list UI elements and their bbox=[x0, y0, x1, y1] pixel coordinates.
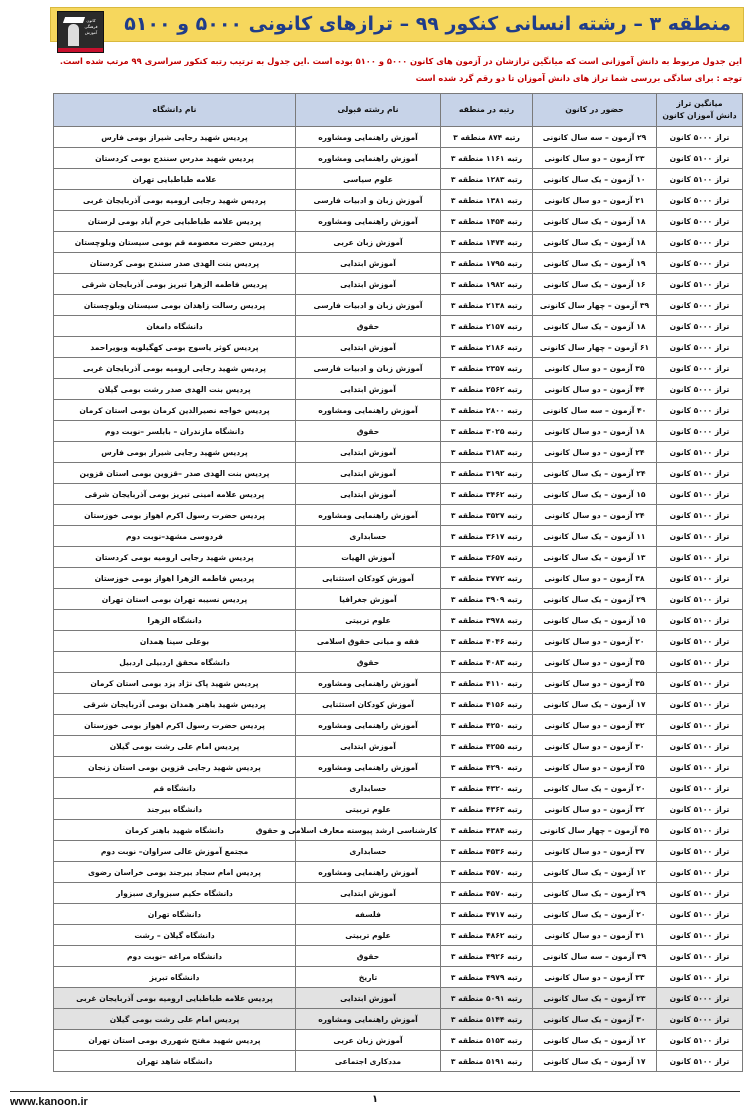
cell-university: پردیس حضرت رسول اکرم اهواز بومی خوزستان bbox=[54, 505, 296, 526]
table-row bbox=[54, 169, 743, 190]
cell-attendance: ۱۷ آزمون – یک سال کانونی bbox=[533, 1051, 657, 1072]
cell-average: تراز ۵۱۰۰ کانون bbox=[657, 148, 743, 169]
cell-rank: رتبه ۵۱۵۳ منطقه ۳ bbox=[441, 1030, 533, 1051]
cell-university: دانشگاه الزهرا bbox=[54, 610, 296, 631]
col-header-rank: رتبه در منطقه bbox=[441, 94, 533, 127]
cell-rank: رتبه ۸۷۴ منطقه ۳ bbox=[441, 127, 533, 148]
cell-average: تراز ۵۰۰۰ کانون bbox=[657, 421, 743, 442]
cell-university: دانشگاه گیلان – رشت bbox=[54, 925, 296, 946]
cell-university: پردیس فاطمه الزهرا اهواز بومی خوزستان bbox=[54, 568, 296, 589]
cell-field: علوم سیاسی bbox=[296, 169, 441, 190]
cell-average: تراز ۵۱۰۰ کانون bbox=[657, 925, 743, 946]
cell-attendance: ۱۱ آزمون – یک سال کانونی bbox=[533, 526, 657, 547]
table-row bbox=[54, 820, 743, 841]
table-row bbox=[54, 757, 743, 778]
table-row bbox=[54, 631, 743, 652]
cell-university: دانشگاه شاهد تهران bbox=[54, 1051, 296, 1072]
cell-field: حقوق bbox=[296, 946, 441, 967]
table-row bbox=[54, 211, 743, 232]
cell-university: پردیس حضرت معصومه قم بومی سیستان وبلوچستان bbox=[54, 232, 296, 253]
cell-university: دانشگاه مراغه –نوبت دوم bbox=[54, 946, 296, 967]
cell-field: حقوق bbox=[296, 421, 441, 442]
cell-field: آموزش راهنمایی ومشاوره bbox=[296, 1009, 441, 1030]
table-row bbox=[54, 442, 743, 463]
cell-field: فقه و مبانی حقوق اسلامی bbox=[296, 631, 441, 652]
cell-attendance: ۱۵ آزمون – یک سال کانونی bbox=[533, 610, 657, 631]
cell-field: آموزش ابتدایی bbox=[296, 463, 441, 484]
table-row bbox=[54, 610, 743, 631]
cell-average: تراز ۵۱۰۰ کانون bbox=[657, 589, 743, 610]
cell-field: آموزش زبان عربی bbox=[296, 232, 441, 253]
cell-field: آموزش زبان و ادبیات فارسی bbox=[296, 295, 441, 316]
cell-field: حقوق bbox=[296, 652, 441, 673]
cell-field: حسابداری bbox=[296, 778, 441, 799]
page-title: منطقه ۳ – رشته انسانی کنکور ۹۹ – ترازهای کانونی ۵۰۰۰ و ۵۱۰۰ bbox=[124, 13, 731, 35]
cell-attendance: ۱۵ آزمون – یک سال کانونی bbox=[533, 484, 657, 505]
table-header-row bbox=[54, 94, 743, 127]
cell-university: دانشگاه مازندران – بابلسر –نوبت دوم bbox=[54, 421, 296, 442]
cell-attendance: ۳۷ آزمون – دو سال کانونی bbox=[533, 841, 657, 862]
cell-rank: رتبه ۳۱۸۳ منطقه ۳ bbox=[441, 442, 533, 463]
cell-field: آموزش جغرافیا bbox=[296, 589, 441, 610]
cell-field: آموزش زبان عربی bbox=[296, 1030, 441, 1051]
cell-university: پردیس شهید مفتح شهرری بومی استان تهران bbox=[54, 1030, 296, 1051]
table-row bbox=[54, 589, 743, 610]
cell-field: آموزش ابتدایی bbox=[296, 253, 441, 274]
cell-rank: رتبه ۴۲۵۵ منطقه ۳ bbox=[441, 736, 533, 757]
cell-rank: رتبه ۱۱۶۱ منطقه ۳ bbox=[441, 148, 533, 169]
cell-university: پردیس علامه امینی تبریز بومی آذربایجان شرقی bbox=[54, 484, 296, 505]
cell-average: تراز ۵۰۰۰ کانون bbox=[657, 400, 743, 421]
cell-attendance: ۱۷ آزمون – یک سال کانونی bbox=[533, 694, 657, 715]
cell-rank: رتبه ۲۱۵۷ منطقه ۳ bbox=[441, 316, 533, 337]
cell-average: تراز ۵۱۰۰ کانون bbox=[657, 820, 743, 841]
cell-average: تراز ۵۱۰۰ کانون bbox=[657, 946, 743, 967]
cell-university: دانشگاه قم bbox=[54, 778, 296, 799]
cell-attendance: ۱۲ آزمون – یک سال کانونی bbox=[533, 1030, 657, 1051]
cell-average: تراز ۵۰۰۰ کانون bbox=[657, 211, 743, 232]
kanoon-logo bbox=[57, 11, 104, 53]
cell-rank: رتبه ۲۳۵۷ منطقه ۳ bbox=[441, 358, 533, 379]
cell-field: فلسفه bbox=[296, 904, 441, 925]
table-row bbox=[54, 358, 743, 379]
table-row bbox=[54, 946, 743, 967]
cell-attendance: ۱۸ آزمون – یک سال کانونی bbox=[533, 316, 657, 337]
cell-average: تراز ۵۰۰۰ کانون bbox=[657, 316, 743, 337]
cell-university: پردیس امام علی رشت بومی گیلان bbox=[54, 736, 296, 757]
cell-average: تراز ۵۱۰۰ کانون bbox=[657, 736, 743, 757]
cell-field: حسابداری bbox=[296, 526, 441, 547]
col-header-average bbox=[657, 94, 743, 127]
cell-attendance: ۲۳ آزمون – یک سال کانونی bbox=[533, 988, 657, 1009]
cell-rank: رتبه ۴۰۴۶ منطقه ۳ bbox=[441, 631, 533, 652]
cell-university: پردیس امام علی رشت بومی گیلان bbox=[54, 1009, 296, 1030]
cell-field: آموزش ابتدایی bbox=[296, 379, 441, 400]
cell-rank: رتبه ۴۳۲۰ منطقه ۳ bbox=[441, 778, 533, 799]
cell-field: علوم تربیتی bbox=[296, 925, 441, 946]
cell-attendance: ۲۰ آزمون – دو سال کانونی bbox=[533, 631, 657, 652]
cell-rank: رتبه ۳۰۲۵ منطقه ۳ bbox=[441, 421, 533, 442]
cell-university: بوعلی سینا همدان bbox=[54, 631, 296, 652]
cell-average: تراز ۵۰۰۰ کانون bbox=[657, 337, 743, 358]
cell-rank: رتبه ۴۷۱۷ منطقه ۳ bbox=[441, 904, 533, 925]
cell-rank: رتبه ۵۱۴۴ منطقه ۳ bbox=[441, 1009, 533, 1030]
cell-attendance: ۲۴ آزمون – یک سال کانونی bbox=[533, 463, 657, 484]
cell-field: آموزش الهیات bbox=[296, 547, 441, 568]
cell-average: تراز ۵۱۰۰ کانون bbox=[657, 484, 743, 505]
cell-attendance: ۲۴ آزمون – دو سال کانونی bbox=[533, 442, 657, 463]
cell-rank: رتبه ۴۰۸۳ منطقه ۳ bbox=[441, 652, 533, 673]
cell-rank: رتبه ۳۴۶۲ منطقه ۳ bbox=[441, 484, 533, 505]
cell-university: دانشگاه تبریز bbox=[54, 967, 296, 988]
table-row bbox=[54, 505, 743, 526]
table-row bbox=[54, 715, 743, 736]
cell-average: تراز ۵۰۰۰ کانون bbox=[657, 379, 743, 400]
cell-average: تراز ۵۰۰۰ کانون bbox=[657, 1009, 743, 1030]
cell-field: آموزش راهنمایی ومشاوره bbox=[296, 127, 441, 148]
cell-average: تراز ۵۱۰۰ کانون bbox=[657, 610, 743, 631]
cell-rank: رتبه ۲۱۸۶ منطقه ۳ bbox=[441, 337, 533, 358]
cell-university: پردیس بنت الهدی صدر –قزوین بومی استان قزوین bbox=[54, 463, 296, 484]
cell-average: تراز ۵۱۰۰ کانون bbox=[657, 799, 743, 820]
cell-field: تاریخ bbox=[296, 967, 441, 988]
table-row bbox=[54, 736, 743, 757]
cell-average: تراز ۵۱۰۰ کانون bbox=[657, 547, 743, 568]
cell-attendance: ۴۴ آزمون – دو سال کانونی bbox=[533, 379, 657, 400]
table-row bbox=[54, 400, 743, 421]
table-row bbox=[54, 1051, 743, 1072]
cell-average: تراز ۵۱۰۰ کانون bbox=[657, 1030, 743, 1051]
cell-average: تراز ۵۰۰۰ کانون bbox=[657, 127, 743, 148]
cell-rank: رتبه ۱۹۸۲ منطقه ۳ bbox=[441, 274, 533, 295]
cell-average: تراز ۵۰۰۰ کانون bbox=[657, 253, 743, 274]
cell-field: کارشناسی ارشد پیوسته معارف اسلامی و حقوق bbox=[296, 820, 441, 841]
cell-field: آموزش کودکان استثنایی bbox=[296, 568, 441, 589]
cell-rank: رتبه ۴۱۵۶ منطقه ۳ bbox=[441, 694, 533, 715]
cell-university: پردیس رسالت زاهدان بومی سیستان وبلوچستان bbox=[54, 295, 296, 316]
cell-university: فردوسی مشهد–نوبت دوم bbox=[54, 526, 296, 547]
cell-rank: رتبه ۱۲۸۳ منطقه ۳ bbox=[441, 169, 533, 190]
cell-average: تراز ۵۰۰۰ کانون bbox=[657, 988, 743, 1009]
cell-average: تراز ۵۱۰۰ کانون bbox=[657, 862, 743, 883]
cell-attendance: ۳۵ آزمون – دو سال کانونی bbox=[533, 673, 657, 694]
cell-rank: رتبه ۳۱۹۲ منطقه ۳ bbox=[441, 463, 533, 484]
cell-field: آموزش ابتدایی bbox=[296, 883, 441, 904]
cell-university: پردیس شهید رجایی ارومیه بومی آذربایجان غربی bbox=[54, 190, 296, 211]
cell-rank: رتبه ۳۵۲۷ منطقه ۳ bbox=[441, 505, 533, 526]
cell-rank: رتبه ۳۷۷۲ منطقه ۳ bbox=[441, 568, 533, 589]
table-row bbox=[54, 988, 743, 1009]
cell-attendance: ۲۹ آزمون – سه سال کانونی bbox=[533, 127, 657, 148]
cell-rank: رتبه ۴۳۸۴ منطقه ۳ bbox=[441, 820, 533, 841]
cell-attendance: ۳۸ آزمون – دو سال کانونی bbox=[533, 568, 657, 589]
cell-rank: رتبه ۱۴۵۴ منطقه ۳ bbox=[441, 211, 533, 232]
cell-attendance: ۲۰ آزمون – یک سال کانونی bbox=[533, 904, 657, 925]
table-row bbox=[54, 484, 743, 505]
col-header-attendance: حضور در کانون bbox=[533, 94, 657, 127]
cell-field: آموزش ابتدایی bbox=[296, 736, 441, 757]
cell-rank: رتبه ۱۳۸۱ منطقه ۳ bbox=[441, 190, 533, 211]
table-row bbox=[54, 547, 743, 568]
page-number: ۱ bbox=[372, 1094, 379, 1105]
cell-rank: رتبه ۴۸۶۲ منطقه ۳ bbox=[441, 925, 533, 946]
table-row bbox=[54, 799, 743, 820]
footer-url: www.kanoon.ir bbox=[10, 1096, 88, 1108]
cell-average: تراز ۵۰۰۰ کانون bbox=[657, 232, 743, 253]
cell-average: تراز ۵۱۰۰ کانون bbox=[657, 1051, 743, 1072]
cell-average: تراز ۵۱۰۰ کانون bbox=[657, 568, 743, 589]
cell-average: تراز ۵۱۰۰ کانون bbox=[657, 778, 743, 799]
cell-average: تراز ۵۱۰۰ کانون bbox=[657, 841, 743, 862]
cell-university: پردیس کوثر یاسوج بومی کهگیلویه وبویراحمد bbox=[54, 337, 296, 358]
cell-university: پردیس شهید رجایی ارومیه بومی کردستان bbox=[54, 547, 296, 568]
cell-attendance: ۴۵ آزمون – چهار سال کانونی bbox=[533, 820, 657, 841]
cell-rank: رتبه ۲۵۶۲ منطقه ۳ bbox=[441, 379, 533, 400]
cell-rank: رتبه ۳۶۱۷ منطقه ۳ bbox=[441, 526, 533, 547]
cell-university: پردیس نسیبه تهران بومی استان تهران bbox=[54, 589, 296, 610]
cell-university: دانشگاه محقق اردبیلی اردبیل bbox=[54, 652, 296, 673]
cell-attendance: ۱۹ آزمون – یک سال کانونی bbox=[533, 253, 657, 274]
cell-field: آموزش ابتدایی bbox=[296, 337, 441, 358]
cell-average: تراز ۵۰۰۰ کانون bbox=[657, 358, 743, 379]
cell-field: آموزش راهنمایی ومشاوره bbox=[296, 211, 441, 232]
table-row bbox=[54, 253, 743, 274]
cell-average: تراز ۵۱۰۰ کانون bbox=[657, 169, 743, 190]
cell-rank: رتبه ۳۶۵۷ منطقه ۳ bbox=[441, 547, 533, 568]
cell-average: تراز ۵۱۰۰ کانون bbox=[657, 883, 743, 904]
cell-field: آموزش راهنمایی ومشاوره bbox=[296, 148, 441, 169]
footer-divider bbox=[10, 1091, 740, 1092]
table-row bbox=[54, 337, 743, 358]
cell-field: آموزش کودکان استثنایی bbox=[296, 694, 441, 715]
logo-red-bar bbox=[58, 48, 103, 52]
cell-field: آموزش راهنمایی ومشاوره bbox=[296, 505, 441, 526]
cell-field: آموزش راهنمایی ومشاوره bbox=[296, 715, 441, 736]
table-row bbox=[54, 967, 743, 988]
cell-field: آموزش راهنمایی ومشاوره bbox=[296, 673, 441, 694]
cell-university: پردیس فاطمه الزهرا تبریز بومی آذربایجان شرقی bbox=[54, 274, 296, 295]
cell-university: دانشگاه حکیم سبزواری سبزوار bbox=[54, 883, 296, 904]
cell-average: تراز ۵۱۰۰ کانون bbox=[657, 967, 743, 988]
table-row bbox=[54, 379, 743, 400]
cell-field: آموزش ابتدایی bbox=[296, 988, 441, 1009]
col-header-field: نام رشته قبولی bbox=[296, 94, 441, 127]
cell-average: تراز ۵۱۰۰ کانون bbox=[657, 526, 743, 547]
table-row bbox=[54, 1030, 743, 1051]
cell-rank: رتبه ۴۲۵۰ منطقه ۳ bbox=[441, 715, 533, 736]
cell-rank: رتبه ۱۴۷۴ منطقه ۳ bbox=[441, 232, 533, 253]
cell-university: پردیس شهید رجایی قزوین بومی استان زنجان bbox=[54, 757, 296, 778]
col-header-university: نام دانشگاه bbox=[54, 94, 296, 127]
cell-rank: رتبه ۳۹۷۸ منطقه ۳ bbox=[441, 610, 533, 631]
cell-field: علوم تربیتی bbox=[296, 799, 441, 820]
cell-attendance: ۱۰ آزمون – یک سال کانونی bbox=[533, 169, 657, 190]
cell-university: پردیس شهید پاک نژاد یزد بومی استان کرمان bbox=[54, 673, 296, 694]
cell-rank: رتبه ۱۷۹۵ منطقه ۳ bbox=[441, 253, 533, 274]
cell-attendance: ۱۸ آزمون – یک سال کانونی bbox=[533, 232, 657, 253]
cell-university: پردیس شهید رجایی شیراز بومی فارس bbox=[54, 442, 296, 463]
cell-rank: رتبه ۴۵۳۶ منطقه ۳ bbox=[441, 841, 533, 862]
cell-rank: رتبه ۲۱۳۸ منطقه ۳ bbox=[441, 295, 533, 316]
cell-average: تراز ۵۱۰۰ کانون bbox=[657, 757, 743, 778]
table-row bbox=[54, 190, 743, 211]
table-row bbox=[54, 274, 743, 295]
cell-field: آموزش ابتدایی bbox=[296, 274, 441, 295]
cell-attendance: ۲۹ آزمون – یک سال کانونی bbox=[533, 589, 657, 610]
cell-rank: رتبه ۴۵۷۰ منطقه ۳ bbox=[441, 862, 533, 883]
cell-attendance: ۱۸ آزمون – یک سال کانونی bbox=[533, 211, 657, 232]
cell-rank: رتبه ۴۵۷۰ منطقه ۳ bbox=[441, 883, 533, 904]
cell-university: دانشگاه تهران bbox=[54, 904, 296, 925]
cell-average: تراز ۵۱۰۰ کانون bbox=[657, 274, 743, 295]
cell-attendance: ۴۲ آزمون – دو سال کانونی bbox=[533, 715, 657, 736]
table-row bbox=[54, 778, 743, 799]
cell-attendance: ۳۱ آزمون – دو سال کانونی bbox=[533, 925, 657, 946]
cell-average: تراز ۵۱۰۰ کانون bbox=[657, 631, 743, 652]
cell-attendance: ۱۲ آزمون – یک سال کانونی bbox=[533, 862, 657, 883]
cell-attendance: ۱۶ آزمون – یک سال کانونی bbox=[533, 274, 657, 295]
cell-average: تراز ۵۱۰۰ کانون bbox=[657, 652, 743, 673]
student-figure-icon bbox=[68, 24, 79, 46]
cell-rank: رتبه ۳۹۰۹ منطقه ۳ bbox=[441, 589, 533, 610]
cell-attendance: ۳۹ آزمون – سه سال کانونی bbox=[533, 946, 657, 967]
cell-attendance: ۲۹ آزمون – یک سال کانونی bbox=[533, 883, 657, 904]
cell-average: تراز ۵۱۰۰ کانون bbox=[657, 694, 743, 715]
table-row bbox=[54, 568, 743, 589]
cell-university: پردیس علامه طباطبایی ارومیه بومی آذربایجان غربی bbox=[54, 988, 296, 1009]
cell-attendance: ۳۵ آزمون – دو سال کانونی bbox=[533, 757, 657, 778]
cell-attendance: ۳۵ آزمون – دو سال کانونی bbox=[533, 652, 657, 673]
cell-average: تراز ۵۱۰۰ کانون bbox=[657, 442, 743, 463]
table-row bbox=[54, 841, 743, 862]
table-row bbox=[54, 526, 743, 547]
table-row bbox=[54, 1009, 743, 1030]
cell-attendance: ۴۰ آزمون – سه سال کانونی bbox=[533, 400, 657, 421]
table-row bbox=[54, 694, 743, 715]
cell-field: مددکاری اجتماعی bbox=[296, 1051, 441, 1072]
cell-university: دانشگاه بیرجند bbox=[54, 799, 296, 820]
col-header-average-line2: دانش آموزان کانون bbox=[662, 111, 737, 120]
cell-attendance: ۳۰ آزمون – دو سال کانونی bbox=[533, 736, 657, 757]
col-header-average-line1: میانگین تراز bbox=[676, 99, 723, 108]
table-row bbox=[54, 673, 743, 694]
table-row bbox=[54, 232, 743, 253]
page-footer bbox=[0, 1089, 750, 1114]
cell-average: تراز ۵۰۰۰ کانون bbox=[657, 295, 743, 316]
cell-field: آموزش زبان و ادبیات فارسی bbox=[296, 358, 441, 379]
cell-average: تراز ۵۱۰۰ کانون bbox=[657, 715, 743, 736]
cell-field: آموزش ابتدایی bbox=[296, 484, 441, 505]
cell-attendance: ۳۰ آزمون – یک سال کانونی bbox=[533, 1009, 657, 1030]
cell-attendance: ۶۱ آزمون – چهار سال کانونی bbox=[533, 337, 657, 358]
cell-university: مجتمع آموزش عالی سراوان– نوبت دوم bbox=[54, 841, 296, 862]
cell-university: پردیس امام سجاد بیرجند بومی خراسان رضوی bbox=[54, 862, 296, 883]
cell-university: دانشگاه دامغان bbox=[54, 316, 296, 337]
table-row bbox=[54, 127, 743, 148]
table-row bbox=[54, 316, 743, 337]
table-row bbox=[54, 652, 743, 673]
cell-attendance: ۲۴ آزمون – دو سال کانونی bbox=[533, 505, 657, 526]
cell-university: پردیس علامه طباطبایی خرم آباد بومی لرستان bbox=[54, 211, 296, 232]
cell-attendance: ۲۱ آزمون – دو سال کانونی bbox=[533, 190, 657, 211]
cell-field: آموزش راهنمایی ومشاوره bbox=[296, 862, 441, 883]
cell-rank: رتبه ۵۰۹۱ منطقه ۳ bbox=[441, 988, 533, 1009]
cell-university: پردیس حضرت رسول اکرم اهواز بومی خوزستان bbox=[54, 715, 296, 736]
cell-university: پردیس شهید رجایی شیراز بومی فارس bbox=[54, 127, 296, 148]
results-table bbox=[53, 93, 743, 1072]
cell-university: پردیس بنت الهدی صدر رشت بومی گیلان bbox=[54, 379, 296, 400]
cell-field: آموزش ابتدایی bbox=[296, 442, 441, 463]
cell-average: تراز ۵۰۰۰ کانون bbox=[657, 190, 743, 211]
cell-attendance: ۳۵ آزمون – دو سال کانونی bbox=[533, 358, 657, 379]
logo-text: کانون فرهنگی آموزش bbox=[84, 18, 98, 35]
cell-attendance: ۲۳ آزمون – دو سال کانونی bbox=[533, 148, 657, 169]
table-row bbox=[54, 904, 743, 925]
cell-attendance: ۳۳ آزمون – دو سال کانونی bbox=[533, 967, 657, 988]
cell-attendance: ۳۹ آزمون – چهار سال کانونی bbox=[533, 295, 657, 316]
cell-university: پردیس شهید رجایی ارومیه بومی آذربایجان غربی bbox=[54, 358, 296, 379]
cell-attendance: ۲۰ آزمون – یک سال کانونی bbox=[533, 778, 657, 799]
cell-field: علوم تربیتی bbox=[296, 610, 441, 631]
cell-average: تراز ۵۱۰۰ کانون bbox=[657, 463, 743, 484]
cell-university: علامه طباطبایی تهران bbox=[54, 169, 296, 190]
cell-rank: رتبه ۲۸۰۰ منطقه ۳ bbox=[441, 400, 533, 421]
cell-field: آموزش راهنمایی ومشاوره bbox=[296, 757, 441, 778]
cell-rank: رتبه ۴۲۹۰ منطقه ۳ bbox=[441, 757, 533, 778]
table-row bbox=[54, 148, 743, 169]
cell-university: پردیس خواجه نصیرالدین کرمان بومی استان کرمان bbox=[54, 400, 296, 421]
page-header bbox=[50, 7, 744, 42]
cell-attendance: ۱۳ آزمون – یک سال کانونی bbox=[533, 547, 657, 568]
table-row bbox=[54, 421, 743, 442]
cell-rank: رتبه ۴۳۶۳ منطقه ۳ bbox=[441, 799, 533, 820]
table-row bbox=[54, 463, 743, 484]
note-rounding: توجه : برای سادگی بررسی شما تراز های دانش آموزان تا دو رقم گرد شده است bbox=[415, 73, 742, 83]
cell-rank: رتبه ۴۹۷۹ منطقه ۳ bbox=[441, 967, 533, 988]
cell-average: تراز ۵۱۰۰ کانون bbox=[657, 673, 743, 694]
cell-field: حسابداری bbox=[296, 841, 441, 862]
cell-university: دانشگاه شهید باهنر کرمان bbox=[54, 820, 296, 841]
table-row bbox=[54, 883, 743, 904]
cell-field: آموزش زبان و ادبیات فارسی bbox=[296, 190, 441, 211]
cell-rank: رتبه ۵۱۹۱ منطقه ۳ bbox=[441, 1051, 533, 1072]
cell-rank: رتبه ۴۹۲۶ منطقه ۳ bbox=[441, 946, 533, 967]
cell-university: پردیس بنت الهدی صدر سنندج بومی کردستان bbox=[54, 253, 296, 274]
table-row bbox=[54, 925, 743, 946]
cell-average: تراز ۵۱۰۰ کانون bbox=[657, 505, 743, 526]
note-description: این جدول مربوط به دانش آموزانی است که میانگین ترازشان در آزمون های کانون ۵۰۰۰ و ۵۱۰۰ بوده است .این جدول به ترتیب رتبه کنکور سراسری ۹۹ مرتب شده است. bbox=[59, 56, 742, 66]
table-row bbox=[54, 862, 743, 883]
cell-university: پردیس شهید باهنر همدان بومی آذربایجان شرقی bbox=[54, 694, 296, 715]
cell-field: آموزش راهنمایی ومشاوره bbox=[296, 400, 441, 421]
cell-field: حقوق bbox=[296, 316, 441, 337]
cell-average: تراز ۵۱۰۰ کانون bbox=[657, 904, 743, 925]
table-row bbox=[54, 295, 743, 316]
cell-university: پردیس شهید مدرس سنندج بومی کردستان bbox=[54, 148, 296, 169]
cell-rank: رتبه ۴۱۱۰ منطقه ۳ bbox=[441, 673, 533, 694]
cell-attendance: ۳۲ آزمون – دو سال کانونی bbox=[533, 799, 657, 820]
cell-attendance: ۱۸ آزمون – دو سال کانونی bbox=[533, 421, 657, 442]
